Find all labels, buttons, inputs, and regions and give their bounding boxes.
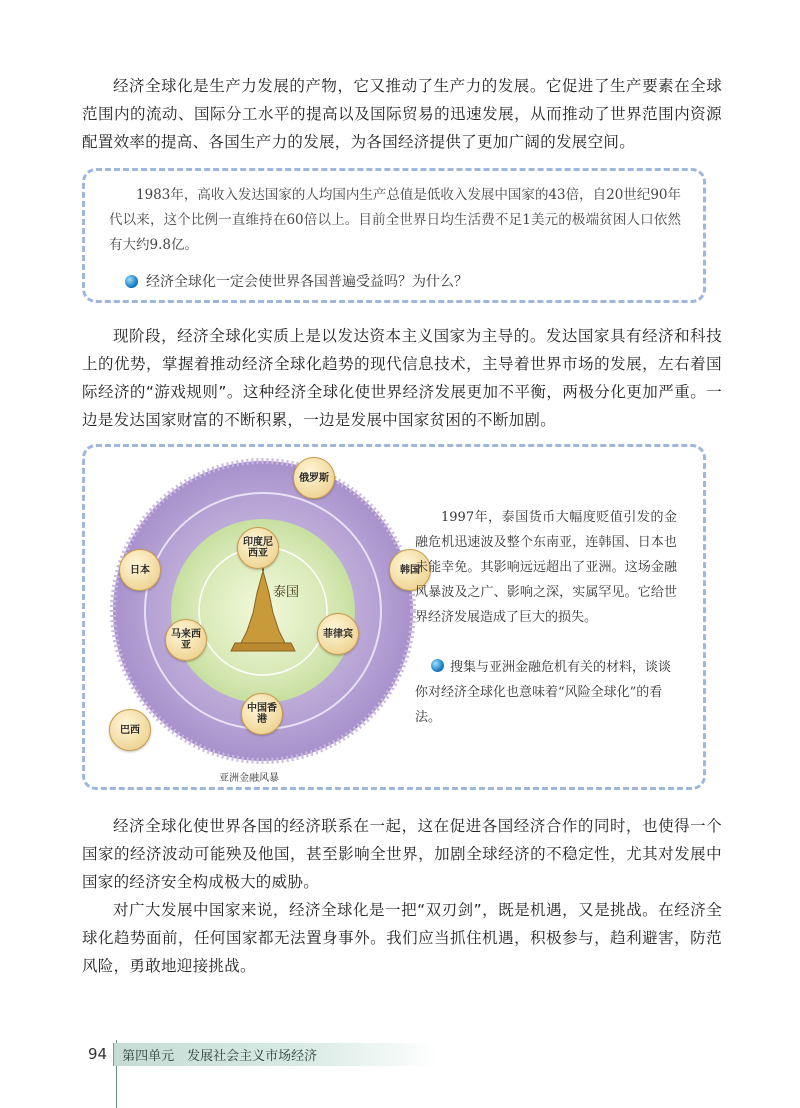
figure-caption: 亚洲金融风暴 [219, 773, 279, 784]
page-footer [88, 1044, 437, 1064]
paragraph-economic-risk: 经济全球化使世界各国的经济联系在一起，这在促进各国经济合作的同时，也使得一个国家的经济波动可能殃及他国，甚至影响全世界，加剧全球经济的不稳定性，尤其对发展中国家的经济安全构成极大的威胁。 [82, 817, 722, 891]
asian-financial-crisis-figure [103, 453, 423, 784]
badge-philippines: 菲律宾 [317, 613, 359, 655]
poverty-data-note: 1983年，高收入发达国家的人均国内生产总值是低收入发展中国家的43倍，自20世纪90年代以来，这个比例一直维持在60倍以上。目前全世界日均生活费不足1美元的极端贫困人口依然有大约9.8亿。 [109, 187, 681, 253]
question-bullet-icon [431, 659, 444, 672]
badge-russia: 俄罗斯 [293, 457, 335, 499]
crisis-question-text: 搜集与亚洲金融危机有关的材料，谈谈你对经济全球化也意味着“风险全球化”的看法。 [415, 660, 672, 725]
question-text: 经济全球化一定会使世界各国普遍受益吗？为什么？ [146, 274, 468, 290]
question-bullet-icon [125, 275, 138, 288]
badge-brazil: 巴西 [109, 709, 151, 751]
center-label-thailand: 泰国 [273, 585, 300, 600]
paragraph-double-edged-sword: 对广大发展中国家来说，经济全球化是一把“双刃剑”，既是机遇，又是挑战。在经济全球化趋势面前，任何国家都无法置身事外。我们应当抓住机遇，积极参与，趋利避害，防范风险，勇敢地迎接挑战。 [82, 901, 722, 975]
unit-title: 第四单元 发展社会主义市场经济 [113, 1043, 437, 1066]
page-number: 94 [88, 1045, 108, 1063]
financial-crisis-box [82, 444, 706, 790]
badge-indonesia: 印度尼西亚 [237, 527, 279, 569]
discussion-question [125, 271, 468, 291]
paragraph-productivity: 经济全球化是生产力发展的产物，它又推动了生产力的发展。它促进了生产要素在全球范围内的流动、国际分工水平的提高以及国际贸易的迅速发展，从而推动了世界范围内资源配置效率的提高、各国生产力的发展，为各国经济提供了更加广阔的发展空间。 [82, 77, 722, 151]
badge-hong-kong: 中国香港 [241, 693, 283, 735]
crisis-note: 1997年，泰国货币大幅度贬值引发的金融危机迅速波及整个东南亚，连韩国、日本也未能幸免。其影响远远超出了亚洲。这场金融风暴波及之广、影响之深，实属罕见。它给世界经济发展造成了巨大的损失。 [415, 510, 677, 625]
paragraph-developed-countries: 现阶段，经济全球化实质上是以发达资本主义国家为主导的。发达国家具有经济和科技上的优势，掌握着推动经济全球化趋势的现代信息技术，主导着世界市场的发展，左右着国际经济的“游戏规则”。这种经济全球化使世界经济发展更加不平衡，两极分化更加严重。一边是发达国家财富的不断积累，一边是发展中国家贫困的不断加剧。 [82, 327, 722, 429]
crisis-question [415, 655, 677, 730]
data-note-box [82, 168, 706, 303]
badge-korea: 韩国 [389, 549, 431, 591]
badge-japan: 日本 [119, 549, 161, 591]
badge-malaysia: 马来西亚 [165, 619, 207, 661]
